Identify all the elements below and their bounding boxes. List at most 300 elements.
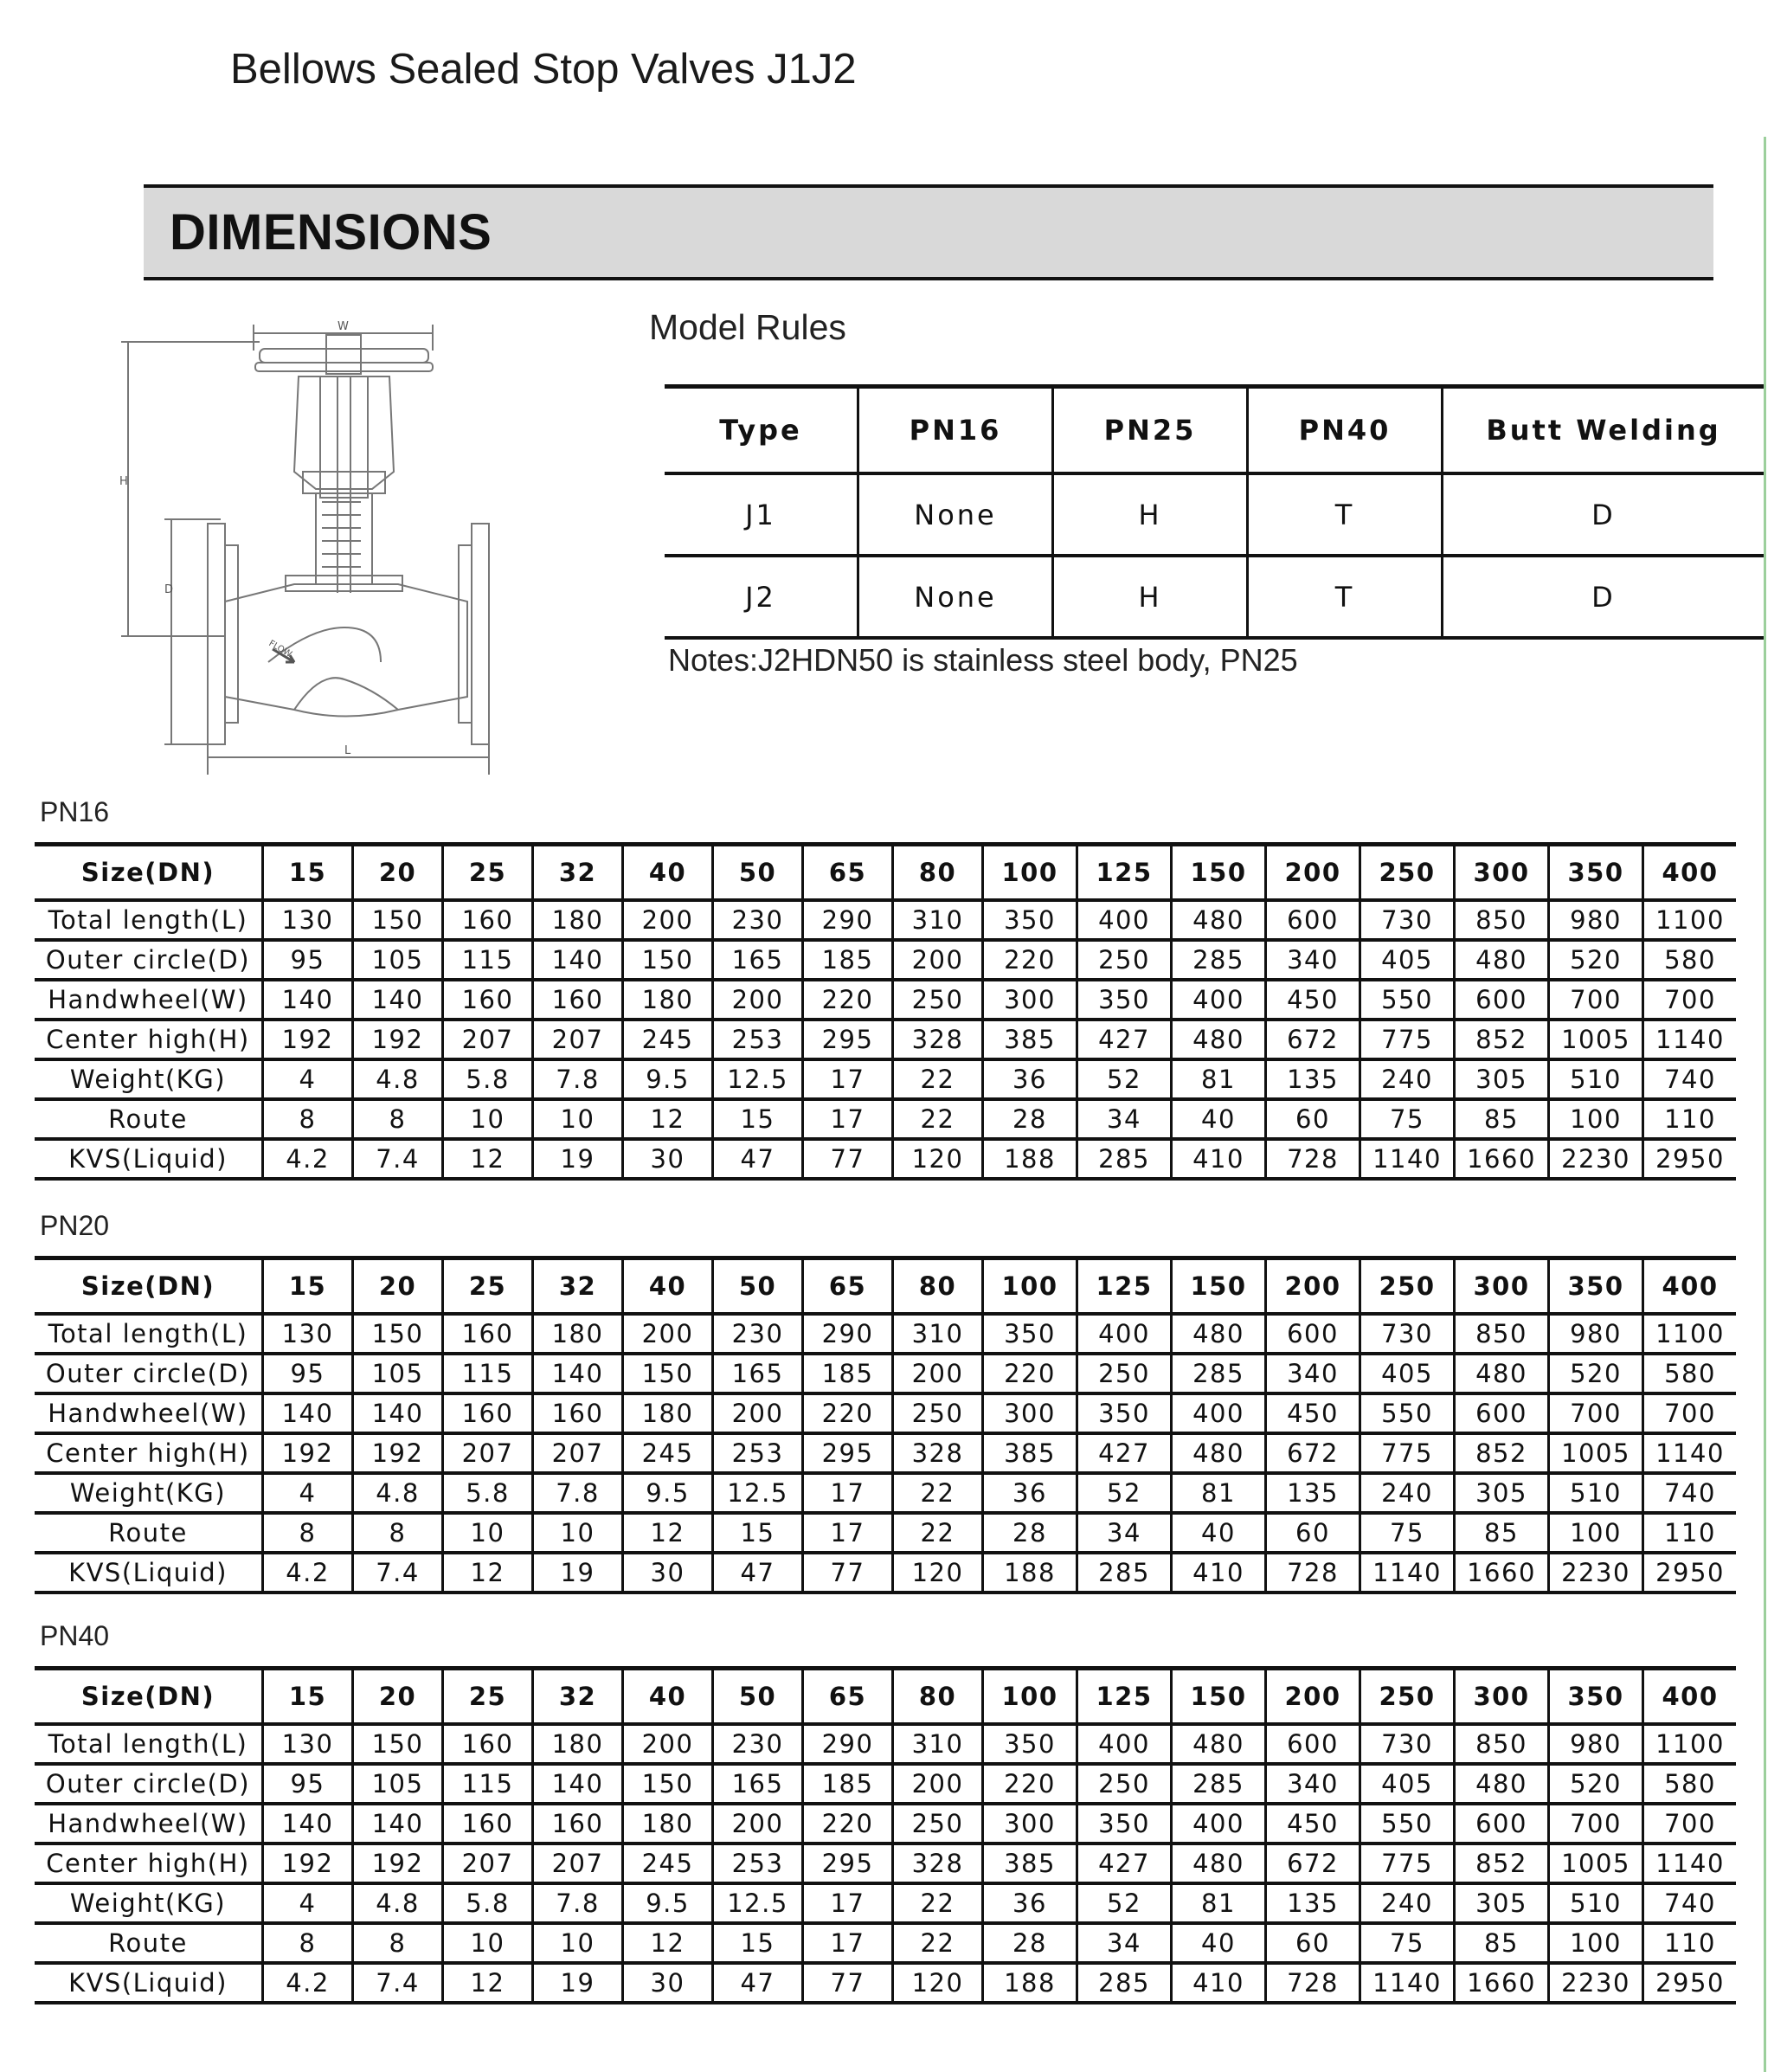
table-header-cell: 50 xyxy=(713,845,803,901)
table-cell: 305 xyxy=(1455,1473,1549,1513)
table-cell: 135 xyxy=(1266,1059,1360,1099)
table-cell: 28 xyxy=(983,1513,1077,1553)
table-cell: 305 xyxy=(1455,1059,1549,1099)
row-label: Total length(L) xyxy=(35,900,263,940)
table-cell: 12.5 xyxy=(713,1883,803,1923)
table-cell: 405 xyxy=(1360,940,1455,980)
table-cell: 285 xyxy=(1172,1354,1266,1393)
table-cell: 17 xyxy=(803,1059,893,1099)
table-header-cell: 40 xyxy=(623,1258,713,1315)
table-cell: 672 xyxy=(1266,1020,1360,1059)
table-cell: 185 xyxy=(803,1354,893,1393)
model-header-cell: PN25 xyxy=(1053,387,1248,474)
table-header-cell: 150 xyxy=(1172,1669,1266,1725)
table-cell: 310 xyxy=(893,1314,983,1354)
table-cell: 1660 xyxy=(1455,1139,1549,1179)
table-cell: 1660 xyxy=(1455,1963,1549,2003)
table-header-cell: 32 xyxy=(533,845,623,901)
table-cell: 22 xyxy=(893,1099,983,1139)
table-cell: 5.8 xyxy=(443,1883,533,1923)
model-header-cell: Butt Welding xyxy=(1443,387,1765,474)
table-cell: 480 xyxy=(1455,940,1549,980)
table-cell: 12 xyxy=(443,1139,533,1179)
table-cell: 300 xyxy=(983,980,1077,1020)
row-label: Handwheel(W) xyxy=(35,1393,263,1433)
model-notes: Notes:J2HDN50 is stainless steel body, PN25 xyxy=(668,642,1298,678)
table-cell: 400 xyxy=(1172,1393,1266,1433)
table-cell: 295 xyxy=(803,1020,893,1059)
row-label: Weight(KG) xyxy=(35,1883,263,1923)
table-header-cell: 20 xyxy=(353,1669,443,1725)
table-cell: 510 xyxy=(1549,1059,1643,1099)
table-cell: 8 xyxy=(263,1099,353,1139)
model-header-cell: Type xyxy=(665,387,858,474)
table-cell: 580 xyxy=(1643,1764,1737,1804)
table-cell: 85 xyxy=(1455,1099,1549,1139)
valve-drawing xyxy=(121,316,554,775)
table-cell: 350 xyxy=(1077,1393,1172,1433)
table-cell: 115 xyxy=(443,1764,533,1804)
table-cell: 180 xyxy=(623,980,713,1020)
table-cell: 200 xyxy=(713,980,803,1020)
table-cell: 728 xyxy=(1266,1139,1360,1179)
row-label: Weight(KG) xyxy=(35,1059,263,1099)
row-label: Center high(H) xyxy=(35,1020,263,1059)
table-cell: 290 xyxy=(803,1724,893,1764)
table-header-cell: 350 xyxy=(1549,1669,1643,1725)
table-cell: 240 xyxy=(1360,1883,1455,1923)
row-label: KVS(Liquid) xyxy=(35,1553,263,1593)
table-header-cell: 80 xyxy=(893,1258,983,1315)
table-cell: 480 xyxy=(1455,1764,1549,1804)
table-cell: 5.8 xyxy=(443,1059,533,1099)
table-cell: 85 xyxy=(1455,1513,1549,1553)
table-header-cell: 125 xyxy=(1077,1669,1172,1725)
table-header-cell: 50 xyxy=(713,1669,803,1725)
table-cell: 852 xyxy=(1455,1844,1549,1883)
table-header-cell: 400 xyxy=(1643,1258,1737,1315)
table-cell: 480 xyxy=(1455,1354,1549,1393)
table-cell: 600 xyxy=(1266,1724,1360,1764)
table-cell: 4 xyxy=(263,1059,353,1099)
table-cell: 160 xyxy=(533,1393,623,1433)
table-cell: 340 xyxy=(1266,940,1360,980)
table-cell: 95 xyxy=(263,940,353,980)
table-cell: 285 xyxy=(1077,1553,1172,1593)
table-cell: 120 xyxy=(893,1139,983,1179)
table-header-cell: 250 xyxy=(1360,1669,1455,1725)
table-cell: 285 xyxy=(1172,1764,1266,1804)
table-cell: 160 xyxy=(533,980,623,1020)
table-cell: 290 xyxy=(803,1314,893,1354)
table-row xyxy=(665,473,1764,556)
table-header-cell: 350 xyxy=(1549,1258,1643,1315)
table-cell: 775 xyxy=(1360,1844,1455,1883)
table-row xyxy=(35,1513,1736,1553)
table-cell: 350 xyxy=(1077,980,1172,1020)
table-header-cell: 65 xyxy=(803,1258,893,1315)
table-header-cell: 32 xyxy=(533,1258,623,1315)
table-row xyxy=(35,1883,1736,1923)
model-rules-header-row xyxy=(665,387,1764,474)
table-header-cell: 150 xyxy=(1172,1258,1266,1315)
table-cell: 192 xyxy=(353,1433,443,1473)
table-cell: 250 xyxy=(893,1804,983,1844)
table-cell: 47 xyxy=(713,1963,803,2003)
table-cell: 22 xyxy=(893,1883,983,1923)
table-cell: 10 xyxy=(443,1513,533,1553)
table-cell: 1140 xyxy=(1643,1844,1737,1883)
model-cell: D xyxy=(1443,556,1765,638)
table-cell: 140 xyxy=(533,1764,623,1804)
table-header-cell: 250 xyxy=(1360,845,1455,901)
table-cell: 130 xyxy=(263,1724,353,1764)
table-cell: 200 xyxy=(713,1393,803,1433)
table-row xyxy=(35,900,1736,940)
table-header-cell: 15 xyxy=(263,1669,353,1725)
table-header-cell: 300 xyxy=(1455,1669,1549,1725)
table-cell: 520 xyxy=(1549,1354,1643,1393)
table-header-cell: 200 xyxy=(1266,1669,1360,1725)
table-cell: 400 xyxy=(1077,1314,1172,1354)
table-cell: 250 xyxy=(1077,1354,1172,1393)
table-cell: 52 xyxy=(1077,1883,1172,1923)
table-cell: 52 xyxy=(1077,1059,1172,1099)
table-cell: 1100 xyxy=(1643,1724,1737,1764)
table-cell: 728 xyxy=(1266,1553,1360,1593)
row-label: Total length(L) xyxy=(35,1314,263,1354)
table-cell: 295 xyxy=(803,1844,893,1883)
table-cell: 200 xyxy=(623,900,713,940)
table-cell: 180 xyxy=(533,1724,623,1764)
table-cell: 10 xyxy=(443,1099,533,1139)
table-cell: 28 xyxy=(983,1923,1077,1963)
table-cell: 300 xyxy=(983,1804,1077,1844)
table-header-cell: 300 xyxy=(1455,1258,1549,1315)
row-label: Center high(H) xyxy=(35,1433,263,1473)
row-label: Weight(KG) xyxy=(35,1473,263,1513)
table-row xyxy=(35,1059,1736,1099)
table-cell: 160 xyxy=(443,1724,533,1764)
table-cell: 980 xyxy=(1549,1724,1643,1764)
dimension-table xyxy=(35,1256,1736,1594)
page-edge-rule xyxy=(1764,137,1766,2072)
table-cell: 410 xyxy=(1172,1553,1266,1593)
table-cell: 230 xyxy=(713,1314,803,1354)
table-cell: 350 xyxy=(983,1314,1077,1354)
table-cell: 22 xyxy=(893,1923,983,1963)
table-header-row xyxy=(35,1669,1736,1725)
table-cell: 19 xyxy=(533,1963,623,2003)
table-cell: 250 xyxy=(893,1393,983,1433)
table-header-cell: 40 xyxy=(623,845,713,901)
row-label: Handwheel(W) xyxy=(35,1804,263,1844)
table-cell: 700 xyxy=(1643,1393,1737,1433)
table-cell: 60 xyxy=(1266,1099,1360,1139)
table-cell: 220 xyxy=(983,940,1077,980)
table-cell: 100 xyxy=(1549,1513,1643,1553)
table-header-label: Size(DN) xyxy=(35,1669,263,1725)
table-cell: 730 xyxy=(1360,1724,1455,1764)
table-cell: 2950 xyxy=(1643,1963,1737,2003)
table-cell: 140 xyxy=(353,1804,443,1844)
table-cell: 7.4 xyxy=(353,1553,443,1593)
table-header-cell: 25 xyxy=(443,845,533,901)
table-cell: 15 xyxy=(713,1923,803,1963)
table-cell: 7.8 xyxy=(533,1059,623,1099)
table-cell: 165 xyxy=(713,1354,803,1393)
table-cell: 480 xyxy=(1172,1020,1266,1059)
table-cell: 12.5 xyxy=(713,1059,803,1099)
table-cell: 192 xyxy=(353,1844,443,1883)
table-cell: 160 xyxy=(443,1393,533,1433)
table-row xyxy=(35,1473,1736,1513)
table-row xyxy=(35,1354,1736,1393)
table-cell: 19 xyxy=(533,1139,623,1179)
table-header-cell: 32 xyxy=(533,1669,623,1725)
table-cell: 17 xyxy=(803,1099,893,1139)
row-label: KVS(Liquid) xyxy=(35,1139,263,1179)
table-cell: 100 xyxy=(1549,1923,1643,1963)
table-header-cell: 100 xyxy=(983,1669,1077,1725)
table-cell: 160 xyxy=(533,1804,623,1844)
table-cell: 600 xyxy=(1455,1393,1549,1433)
table-cell: 120 xyxy=(893,1553,983,1593)
table-cell: 77 xyxy=(803,1963,893,2003)
table-header-cell: 100 xyxy=(983,845,1077,901)
table-cell: 290 xyxy=(803,900,893,940)
table-cell: 188 xyxy=(983,1553,1077,1593)
table-cell: 115 xyxy=(443,1354,533,1393)
table-header-cell: 250 xyxy=(1360,1258,1455,1315)
table-cell: 580 xyxy=(1643,1354,1737,1393)
row-label: Total length(L) xyxy=(35,1724,263,1764)
model-cell: J1 xyxy=(665,473,858,556)
table-cell: 95 xyxy=(263,1354,353,1393)
model-cell: None xyxy=(858,556,1053,638)
table-cell: 450 xyxy=(1266,1804,1360,1844)
dim-label-w: W xyxy=(337,320,349,333)
table-cell: 15 xyxy=(713,1099,803,1139)
table-cell: 340 xyxy=(1266,1354,1360,1393)
table-row xyxy=(35,1764,1736,1804)
table-cell: 700 xyxy=(1643,980,1737,1020)
row-label: Route xyxy=(35,1923,263,1963)
table-cell: 550 xyxy=(1360,1393,1455,1433)
table-cell: 730 xyxy=(1360,900,1455,940)
table-cell: 192 xyxy=(263,1433,353,1473)
table-cell: 2950 xyxy=(1643,1553,1737,1593)
table-row xyxy=(35,1844,1736,1883)
dimension-table xyxy=(35,842,1736,1181)
table-cell: 600 xyxy=(1266,1314,1360,1354)
table-cell: 600 xyxy=(1455,980,1549,1020)
row-label: KVS(Liquid) xyxy=(35,1963,263,2003)
table-cell: 427 xyxy=(1077,1433,1172,1473)
table-cell: 192 xyxy=(263,1844,353,1883)
table-cell: 250 xyxy=(1077,940,1172,980)
table-cell: 140 xyxy=(263,980,353,1020)
table-row xyxy=(35,1393,1736,1433)
model-rules-title: Model Rules xyxy=(649,307,846,347)
table-cell: 300 xyxy=(983,1393,1077,1433)
table-cell: 140 xyxy=(533,940,623,980)
table-cell: 34 xyxy=(1077,1513,1172,1553)
table-cell: 185 xyxy=(803,940,893,980)
table-cell: 2230 xyxy=(1549,1963,1643,2003)
dim-label-h: H xyxy=(119,475,128,488)
table-cell: 192 xyxy=(353,1020,443,1059)
table-cell: 480 xyxy=(1172,1433,1266,1473)
section-label: PN16 xyxy=(40,796,110,827)
model-header-cell: PN40 xyxy=(1248,387,1443,474)
dimension-table xyxy=(35,1666,1736,2004)
table-cell: 12 xyxy=(443,1963,533,2003)
table-row xyxy=(35,1099,1736,1139)
table-cell: 2950 xyxy=(1643,1139,1737,1179)
table-cell: 350 xyxy=(1077,1804,1172,1844)
row-label: Outer circle(D) xyxy=(35,1764,263,1804)
table-cell: 10 xyxy=(533,1513,623,1553)
table-cell: 52 xyxy=(1077,1473,1172,1513)
table-cell: 405 xyxy=(1360,1764,1455,1804)
table-cell: 7.8 xyxy=(533,1473,623,1513)
table-cell: 10 xyxy=(533,1923,623,1963)
model-header-cell: PN16 xyxy=(858,387,1053,474)
dim-label-d: D xyxy=(164,583,174,596)
table-cell: 220 xyxy=(803,1393,893,1433)
table-cell: 140 xyxy=(263,1804,353,1844)
table-cell: 550 xyxy=(1360,980,1455,1020)
table-cell: 2230 xyxy=(1549,1139,1643,1179)
table-cell: 200 xyxy=(623,1314,713,1354)
table-cell: 180 xyxy=(533,1314,623,1354)
table-cell: 740 xyxy=(1643,1473,1737,1513)
table-cell: 36 xyxy=(983,1059,1077,1099)
table-row xyxy=(35,1553,1736,1593)
table-header-label: Size(DN) xyxy=(35,845,263,901)
table-cell: 980 xyxy=(1549,1314,1643,1354)
table-cell: 150 xyxy=(623,1764,713,1804)
table-cell: 180 xyxy=(533,900,623,940)
row-label: Route xyxy=(35,1513,263,1553)
table-cell: 120 xyxy=(893,1963,983,2003)
table-cell: 140 xyxy=(263,1393,353,1433)
table-cell: 1140 xyxy=(1643,1433,1737,1473)
table-cell: 77 xyxy=(803,1553,893,1593)
model-cell: None xyxy=(858,473,1053,556)
table-cell: 305 xyxy=(1455,1883,1549,1923)
table-cell: 9.5 xyxy=(623,1059,713,1099)
table-cell: 75 xyxy=(1360,1513,1455,1553)
table-cell: 77 xyxy=(803,1139,893,1179)
table-cell: 81 xyxy=(1172,1883,1266,1923)
table-cell: 245 xyxy=(623,1020,713,1059)
table-cell: 7.4 xyxy=(353,1139,443,1179)
table-cell: 852 xyxy=(1455,1020,1549,1059)
table-cell: 160 xyxy=(443,1314,533,1354)
table-header-cell: 15 xyxy=(263,1258,353,1315)
table-cell: 4.8 xyxy=(353,1059,443,1099)
table-cell: 410 xyxy=(1172,1139,1266,1179)
table-cell: 160 xyxy=(443,900,533,940)
table-cell: 550 xyxy=(1360,1804,1455,1844)
table-cell: 1100 xyxy=(1643,1314,1737,1354)
table-cell: 140 xyxy=(533,1354,623,1393)
table-cell: 850 xyxy=(1455,1724,1549,1764)
table-cell: 17 xyxy=(803,1473,893,1513)
table-cell: 1140 xyxy=(1360,1553,1455,1593)
table-cell: 510 xyxy=(1549,1883,1643,1923)
table-header-cell: 200 xyxy=(1266,1258,1360,1315)
table-cell: 480 xyxy=(1172,1314,1266,1354)
table-cell: 2230 xyxy=(1549,1553,1643,1593)
table-cell: 4.2 xyxy=(263,1963,353,2003)
table-cell: 207 xyxy=(533,1020,623,1059)
table-header-cell: 65 xyxy=(803,1669,893,1725)
table-cell: 150 xyxy=(623,1354,713,1393)
table-cell: 400 xyxy=(1077,1724,1172,1764)
table-cell: 110 xyxy=(1643,1099,1737,1139)
table-header-cell: 400 xyxy=(1643,1669,1737,1725)
table-cell: 253 xyxy=(713,1844,803,1883)
table-cell: 1005 xyxy=(1549,1844,1643,1883)
table-cell: 12 xyxy=(623,1923,713,1963)
table-cell: 12.5 xyxy=(713,1473,803,1513)
table-header-cell: 100 xyxy=(983,1258,1077,1315)
table-cell: 17 xyxy=(803,1513,893,1553)
table-cell: 60 xyxy=(1266,1513,1360,1553)
table-cell: 15 xyxy=(713,1513,803,1553)
banner-title: DIMENSIONS xyxy=(170,204,492,261)
table-cell: 1140 xyxy=(1643,1020,1737,1059)
table-cell: 700 xyxy=(1549,980,1643,1020)
table-cell: 165 xyxy=(713,940,803,980)
table-cell: 19 xyxy=(533,1553,623,1593)
table-header-cell: 150 xyxy=(1172,845,1266,901)
table-cell: 1005 xyxy=(1549,1433,1643,1473)
table-cell: 427 xyxy=(1077,1020,1172,1059)
table-cell: 8 xyxy=(353,1923,443,1963)
table-cell: 150 xyxy=(353,900,443,940)
table-cell: 135 xyxy=(1266,1473,1360,1513)
table-cell: 12 xyxy=(443,1553,533,1593)
table-cell: 700 xyxy=(1549,1393,1643,1433)
table-header-cell: 200 xyxy=(1266,845,1360,901)
table-header-cell: 65 xyxy=(803,845,893,901)
table-cell: 105 xyxy=(353,940,443,980)
table-row xyxy=(35,940,1736,980)
table-cell: 400 xyxy=(1172,980,1266,1020)
table-cell: 115 xyxy=(443,940,533,980)
table-cell: 75 xyxy=(1360,1099,1455,1139)
table-cell: 980 xyxy=(1549,900,1643,940)
table-cell: 7.8 xyxy=(533,1883,623,1923)
row-label: Handwheel(W) xyxy=(35,980,263,1020)
table-cell: 1140 xyxy=(1360,1139,1455,1179)
table-cell: 410 xyxy=(1172,1963,1266,2003)
table-header-cell: 25 xyxy=(443,1669,533,1725)
table-cell: 17 xyxy=(803,1883,893,1923)
table-cell: 165 xyxy=(713,1764,803,1804)
table-cell: 5.8 xyxy=(443,1473,533,1513)
table-cell: 110 xyxy=(1643,1513,1737,1553)
table-cell: 100 xyxy=(1549,1099,1643,1139)
section-label: PN20 xyxy=(40,1210,110,1241)
table-cell: 245 xyxy=(623,1844,713,1883)
table-cell: 600 xyxy=(1266,900,1360,940)
table-cell: 85 xyxy=(1455,1923,1549,1963)
